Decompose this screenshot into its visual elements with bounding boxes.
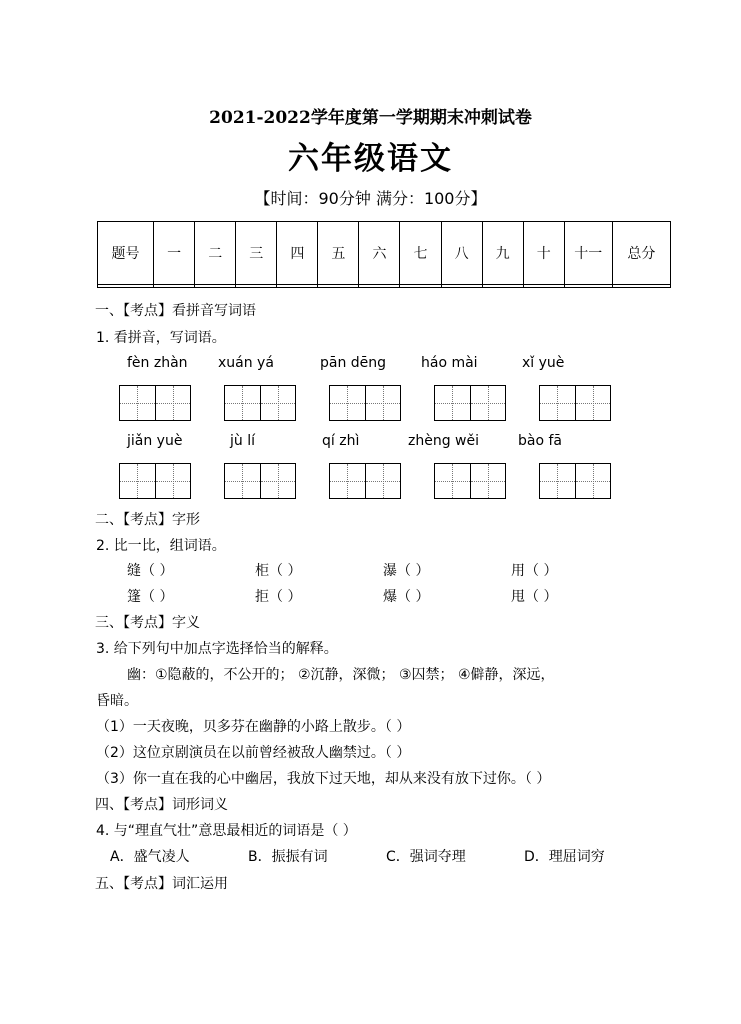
score-entry-cell[interactable]: [612, 285, 670, 288]
writing-grid[interactable]: [434, 385, 506, 421]
pinyin-label: xuán yá: [218, 355, 274, 371]
question-prompt: 3. 给下列句中加点字选择恰当的解释。: [96, 641, 338, 657]
answer-option[interactable]: A．盛气凌人: [110, 849, 190, 865]
score-entry-cell[interactable]: [236, 285, 277, 288]
score-entry-cell[interactable]: [318, 285, 359, 288]
writing-grid[interactable]: [329, 385, 401, 421]
subject-title: 六年级语文: [288, 141, 453, 177]
writing-grid[interactable]: [539, 385, 611, 421]
score-entry-cell[interactable]: [523, 285, 564, 288]
score-table-entry-row: [98, 285, 671, 288]
answer-option[interactable]: B．振振有词: [248, 849, 328, 865]
pinyin-label: fèn zhàn: [127, 355, 188, 371]
compare-item: 瀑（ ）: [383, 563, 430, 579]
question-prompt: 4. 与“理直气壮”意思最相近的词语是（ ）: [96, 823, 357, 839]
score-header-cell: 五: [318, 222, 359, 285]
score-entry-cell[interactable]: [195, 285, 236, 288]
writing-grid[interactable]: [539, 463, 611, 499]
score-header-cell: 题号: [98, 222, 154, 285]
sub-question: （2）这位京剧演员在以前曾经被敌人幽禁过。（ ）: [96, 745, 411, 761]
pinyin-label: jù lí: [230, 433, 255, 449]
score-header-cell: 四: [277, 222, 318, 285]
score-entry-cell[interactable]: [441, 285, 482, 288]
score-header-cell: 九: [482, 222, 523, 285]
answer-option[interactable]: C．强词夺理: [386, 849, 466, 865]
definition-line: 幽：①隐蔽的，不公开的； ②沉静，深微； ③囚禁； ④僻静，深远，: [127, 667, 555, 683]
compare-item: 甩（ ）: [511, 589, 558, 605]
section-heading: 二、【考点】字形: [95, 512, 200, 528]
writing-grid[interactable]: [119, 385, 191, 421]
answer-option[interactable]: D．理屈词穷: [524, 849, 605, 865]
pinyin-label: qí zhì: [322, 433, 360, 449]
score-header-cell: 总分: [612, 222, 670, 285]
score-entry-cell[interactable]: [154, 285, 195, 288]
question-prompt: 2. 比一比，组词语。: [96, 538, 226, 554]
writing-grid[interactable]: [329, 463, 401, 499]
score-table: [97, 221, 671, 288]
compare-item: 缝（ ）: [127, 563, 174, 579]
writing-grid[interactable]: [119, 463, 191, 499]
pinyin-label: háo mài: [421, 355, 478, 371]
section-heading: 五、【考点】词汇运用: [95, 876, 228, 892]
score-header-cell: 一: [154, 222, 195, 285]
score-header-cell: 十一: [564, 222, 612, 285]
sub-question: （3）你一直在我的心中幽居，我放下过天地，却从来没有放下过你。（ ）: [96, 771, 551, 787]
writing-grid[interactable]: [434, 463, 506, 499]
compare-item: 爆（ ）: [383, 589, 430, 605]
compare-item: 用（ ）: [511, 563, 558, 579]
compare-item: 篷（ ）: [127, 589, 174, 605]
writing-grid[interactable]: [224, 385, 296, 421]
compare-item: 柜（ ）: [255, 563, 302, 579]
score-header-cell: 十: [523, 222, 564, 285]
writing-grid[interactable]: [224, 463, 296, 499]
time-score-info: 【时间：90分钟 满分：100分】: [254, 189, 487, 208]
score-header-cell: 二: [195, 222, 236, 285]
score-entry-cell[interactable]: [98, 285, 154, 288]
compare-item: 拒（ ）: [255, 589, 302, 605]
score-header-cell: 八: [441, 222, 482, 285]
section-heading: 一、【考点】看拼音写词语: [95, 303, 256, 319]
pinyin-label: zhèng wěi: [408, 433, 479, 449]
score-entry-cell[interactable]: [277, 285, 318, 288]
score-entry-cell[interactable]: [359, 285, 400, 288]
score-entry-cell[interactable]: [564, 285, 612, 288]
pinyin-label: pān dēng: [320, 355, 387, 371]
score-table-header-row: [98, 222, 671, 285]
sub-question: （1）一天夜晚，贝多芬在幽静的小路上散步。（ ）: [96, 719, 411, 735]
score-header-cell: 六: [359, 222, 400, 285]
pinyin-label: bào fā: [518, 433, 562, 449]
score-header-cell: 七: [400, 222, 441, 285]
section-heading: 三、【考点】字义: [95, 615, 200, 631]
exam-title: 2021-2022学年度第一学期期末冲刺试卷: [209, 108, 532, 128]
score-header-cell: 三: [236, 222, 277, 285]
score-entry-cell[interactable]: [482, 285, 523, 288]
score-entry-cell[interactable]: [400, 285, 441, 288]
pinyin-label: jiǎn yuè: [127, 433, 183, 449]
definition-line: 昏暗。: [96, 693, 138, 709]
question-prompt: 1. 看拼音，写词语。: [96, 330, 226, 346]
section-heading: 四、【考点】词形词义: [95, 797, 228, 813]
pinyin-label: xǐ yuè: [522, 355, 565, 371]
